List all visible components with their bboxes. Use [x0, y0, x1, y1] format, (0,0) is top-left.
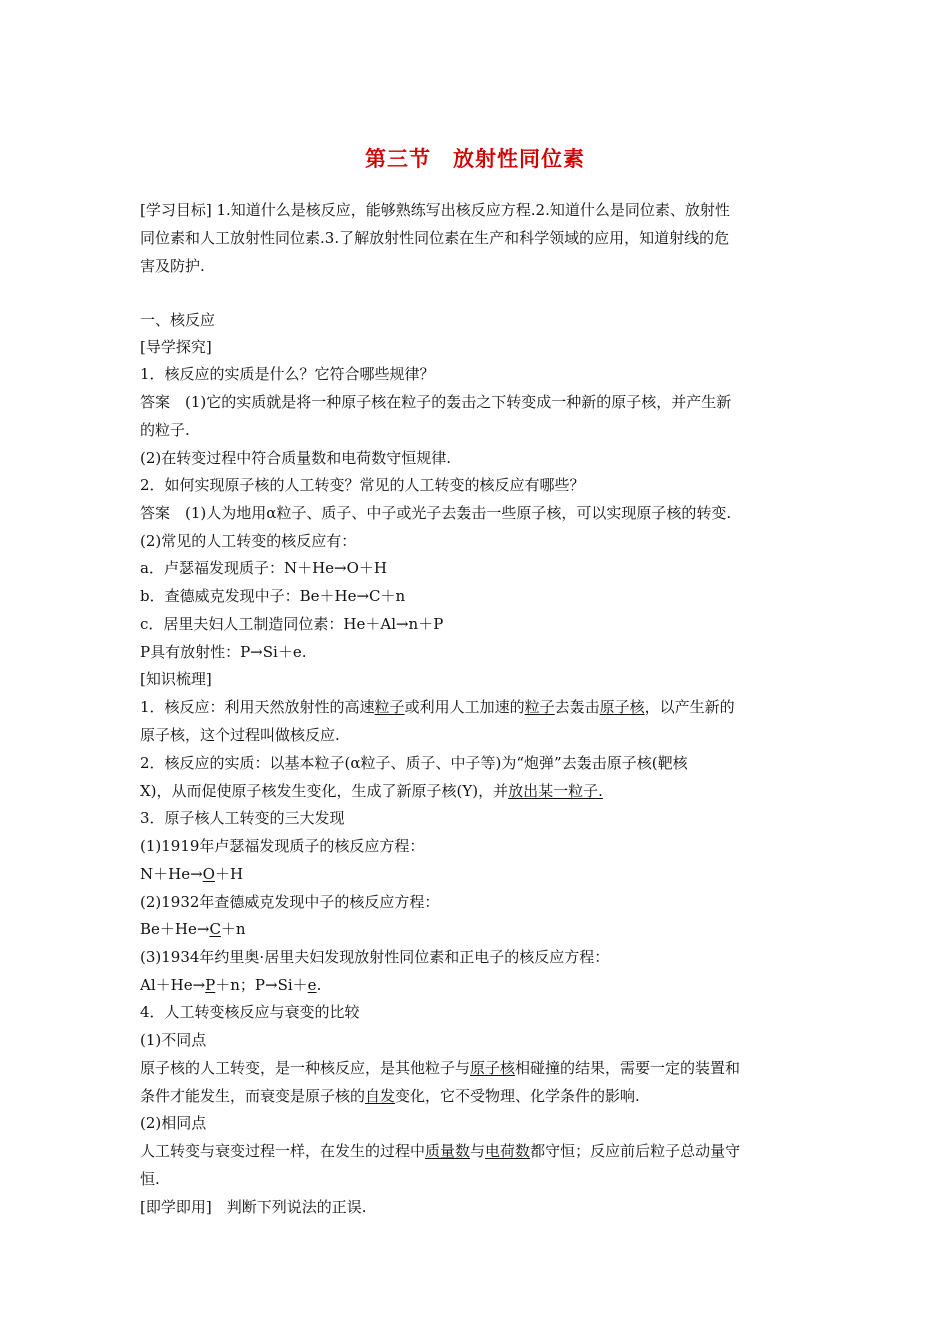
question-1: 1．核反应的实质是什么？它符合哪些规律？	[140, 365, 435, 383]
knowledge-3-1-equation	[140, 864, 820, 884]
objectives-line-1: [学习目标] 1.知道什么是核反应，能够熟练写出核反应方程.2.知道什么是同位素、放射性	[140, 201, 730, 219]
knowledge-3-3-equation	[140, 975, 820, 995]
text-segment: 去轰击	[554, 698, 600, 716]
answer-1-line-2: 的粒子.	[140, 421, 190, 439]
text-segment: 与	[470, 1142, 486, 1160]
text-segment: ＋n	[220, 920, 246, 938]
objectives-line-2: 同位素和人工放射性同位素.3.了解放射性同位素在生产和科学领域的应用，知道射线的危	[140, 229, 730, 247]
underlined-term: 电荷数	[485, 1142, 531, 1160]
underlined-term: O	[202, 865, 215, 883]
section-heading: 一、核反应	[140, 311, 216, 329]
answer-2-line-1: 答案 (1)人为地用α粒子、质子、中子或光子去轰击一些原子核，可以实现原子核的转变.	[140, 504, 732, 522]
text-segment: 条件才能发生，而衰变是原子核的	[140, 1087, 366, 1105]
underlined-term: 原子核	[599, 698, 645, 716]
knowledge-4-1-line-1	[140, 1058, 820, 1078]
knowledge-1-line-1	[140, 697, 820, 717]
question-2: 2．如何实现原子核的人工转变？常见的人工转变的核反应有哪些？	[140, 476, 585, 494]
knowledge-3-2-equation	[140, 919, 820, 939]
knowledge-4: 4．人工转变核反应与衰变的比较	[140, 1003, 360, 1021]
knowledge-4-2-line-2: 恒.	[140, 1170, 160, 1188]
text-segment: 原子核的人工转变，是一种核反应，是其他粒子与	[140, 1059, 471, 1077]
knowledge-label: [知识梳理]	[140, 670, 212, 688]
apply-label: [即学即用] 判断下列说法的正误.	[140, 1198, 367, 1216]
knowledge-3-2: (2)1932年查德威克发现中子的核反应方程：	[140, 893, 440, 911]
answer-1-line-3: (2)在转变过程中符合质量数和电荷数守恒规律.	[140, 449, 452, 467]
underlined-term: 质量数	[425, 1142, 471, 1160]
knowledge-3: 3．原子核人工转变的三大发现	[140, 809, 345, 827]
knowledge-3-3: (3)1934年约里奥·居里夫妇发现放射性同位素和正电子的核反应方程：	[140, 948, 610, 966]
text-segment: 或利用人工加速的	[404, 698, 525, 716]
text-segment: Al＋He→	[140, 976, 206, 994]
objectives-line-3: 害及防护.	[140, 257, 205, 275]
text-segment: 人工转变与衰变过程一样，在发生的过程中	[140, 1142, 426, 1160]
text-segment: 变化，它不受物理、化学条件的影响.	[395, 1087, 640, 1105]
text-segment: 相碰撞的结果，需要一定的装置和	[515, 1059, 741, 1077]
guide-label: [导学探究]	[140, 338, 212, 356]
page-title: 第三节 放射性同位素	[365, 147, 585, 171]
text-segment: 都守恒；反应前后粒子总动量守	[530, 1142, 741, 1160]
knowledge-2-line-2	[140, 781, 820, 801]
knowledge-4-2-line-1	[140, 1141, 820, 1161]
knowledge-2-line-1: 2．核反应的实质：以基本粒子(α粒子、质子、中子等)为“炮弹”去轰击原子核(靶核	[140, 754, 688, 772]
knowledge-4-1: (1)不同点	[140, 1031, 207, 1049]
text-segment: X)，从而促使原子核发生变化，生成了新原子核(Y)，并	[140, 782, 509, 800]
underlined-term: C	[209, 920, 221, 938]
underlined-term: e	[307, 976, 317, 994]
answer-2-item-b: b．查德威克发现中子：Be＋He→C＋n	[140, 587, 406, 605]
text-segment: N＋He→	[140, 865, 203, 883]
underlined-term: P	[205, 976, 216, 994]
underlined-term: 粒子	[374, 698, 405, 716]
underlined-term: 自发	[365, 1087, 396, 1105]
knowledge-3-1: (1)1919年卢瑟福发现质子的核反应方程：	[140, 837, 425, 855]
text-segment: ＋H	[214, 865, 244, 883]
answer-2-item-p: P具有放射性：P→Si＋e.	[140, 643, 307, 661]
knowledge-4-2: (2)相同点	[140, 1114, 207, 1132]
underlined-term: 原子核	[470, 1059, 516, 1077]
text-segment: 1．核反应：利用天然放射性的高速	[140, 698, 375, 716]
knowledge-1-line-2: 原子核，这个过程叫做核反应.	[140, 726, 340, 744]
underlined-term: 粒子	[524, 698, 555, 716]
answer-1-line-1: 答案 (1)它的实质就是将一种原子核在粒子的轰击之下转变成一种新的原子核，并产生新	[140, 393, 732, 411]
text-segment: ＋n；P→Si＋	[215, 976, 308, 994]
answer-2-item-c: c．居里夫妇人工制造同位素：He＋Al→n＋P	[140, 615, 444, 633]
text-segment: Be＋He→	[140, 920, 210, 938]
text-segment: ，以产生新的	[644, 698, 735, 716]
knowledge-4-1-line-2	[140, 1086, 820, 1106]
answer-2-item-a: a．卢瑟福发现质子：N＋He→O＋H	[140, 559, 387, 577]
answer-2-line-2: (2)常见的人工转变的核反应有：	[140, 532, 357, 550]
text-segment: .	[316, 976, 322, 994]
underlined-term: 放出某一粒子.	[508, 782, 603, 800]
